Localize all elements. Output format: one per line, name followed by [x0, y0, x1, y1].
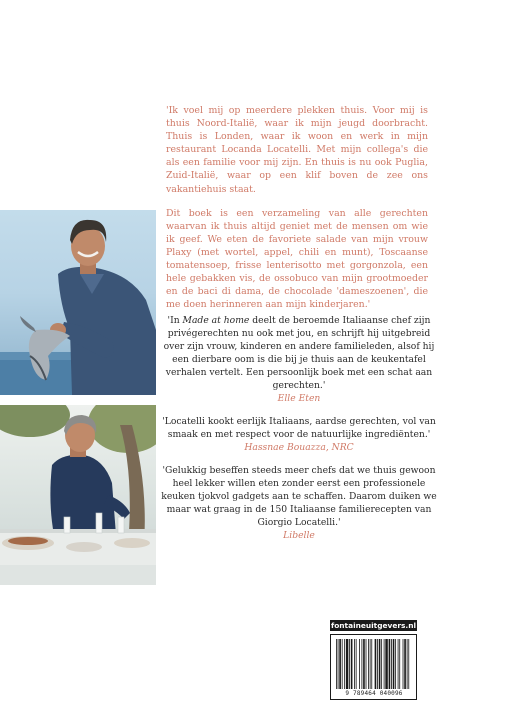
barcode-bar: [398, 639, 399, 689]
quote-1-post: deelt de beroemde Italiaanse chef zijn privégerechten nu ook met jou, en schrijft hij uitgebreid over zijn vrouw, kinderen en andere familieleden, alsof hij een dierbare oom is die bij je thuis aan de keukentafel verhalen vertelt. Een persoonlijk boek met een schat aan gerechten.': [163, 315, 435, 391]
barcode-bar: [389, 639, 391, 689]
barcode-bar: [391, 639, 392, 689]
barcode-bar: [403, 639, 404, 689]
photo-2-illustration: [0, 405, 156, 585]
barcode-bar: [354, 639, 355, 689]
barcode-bar: [371, 639, 372, 689]
barcode-bar: [407, 639, 408, 689]
barcode-bar: [395, 639, 396, 689]
quote-1-book-title: Made at home: [182, 315, 250, 326]
barcode-bar: [351, 639, 353, 689]
barcode-bar: [346, 639, 348, 689]
photo-man-at-dinner-table: [0, 405, 156, 585]
barcode-bar: [377, 639, 378, 689]
quote-libelle: [160, 464, 438, 542]
barcode-digits: 9 789464 040096: [345, 690, 403, 697]
review-quotes: [160, 314, 438, 552]
barcode-bar: [368, 639, 369, 689]
barcode-bar: [408, 639, 409, 689]
barcode-bar: [363, 639, 365, 689]
publisher-label: fontaineuitgevers.nl: [331, 621, 416, 630]
quote-2-source: Hassnae Bouazza, NRC: [244, 442, 354, 453]
barcode-bar: [336, 639, 337, 689]
quote-2-text: 'Locatelli kookt eerlijk Italiaans, aardse gerechten, vol van smaak en met respect voor de natuurlijke ingrediënten.': [162, 416, 436, 440]
barcode-bar: [381, 639, 382, 689]
barcode-bar: [385, 639, 387, 689]
barcode-bar: [393, 639, 395, 689]
barcode-bar: [404, 639, 406, 689]
quote-elle-eten: [160, 314, 438, 405]
barcode-bar: [370, 639, 371, 689]
barcode-bar: [359, 639, 360, 689]
quote-1-source: Elle Eten: [277, 393, 321, 404]
barcode-bar: [338, 639, 339, 689]
barcode: [331, 637, 415, 691]
quote-3-text: 'Gelukkig beseffen steeds meer chefs dat we thuis gewoon heel lekker willen eten zonder eerst een professionele keuken tjokvol gadgets aan te schaffen. Daarom duiken we maar wat graag in de 150 Italiaanse familierecepten van Giorgio Locatelli.': [161, 465, 437, 528]
intro-text: [166, 104, 428, 322]
photo-man-holding-fish-by-sea: [0, 210, 156, 395]
quote-nrc: [160, 415, 438, 454]
barcode-bar: [379, 639, 381, 689]
barcode-bar: [366, 639, 367, 689]
photo-1-illustration: [0, 210, 156, 395]
barcode-bar: [349, 639, 350, 689]
quote-3-source: Libelle: [283, 530, 315, 541]
intro-paragraph-2: Dit boek is een verzameling van alle gerechten waarvan ik thuis altijd geniet met de mensen om wie ik geef. We eten de favoriete salade van mijn vrouw Plaxy (met wortel, appel, chili en munt), Toscaanse tomatensoep, frisse lenterisotto met gorgonzola, een hele gebakken vis, de ossobuco van mijn grootmoeder en de baci di dama, de chocolade 'dameszoenen', die me doen herinneren aan mijn kinderjaren.': [166, 207, 428, 311]
barcode-bar: [344, 639, 345, 689]
barcode-bar: [342, 639, 343, 689]
quote-1-pre: 'In: [167, 315, 183, 326]
barcode-bar: [356, 639, 357, 689]
barcode-bar: [384, 639, 385, 689]
barcode-bar: [361, 639, 362, 689]
barcode-bar: [375, 639, 377, 689]
intro-paragraph-1: 'Ik voel mij op meerdere plekken thuis. Voor mij is thuis Noord-Italië, waar ik mijn jeugd doorbracht. Thuis is Londen, waar ik woon en werk in mijn restaurant Locanda Locatelli. Met mijn collega's die als een familie voor mij zijn. En thuis is nu ook Puglia, Zuid-Italië, waar op een klif boven de zee ons vakantiehuis staat.: [166, 105, 428, 195]
barcode-bar: [399, 639, 400, 689]
barcode-bar: [339, 639, 341, 689]
